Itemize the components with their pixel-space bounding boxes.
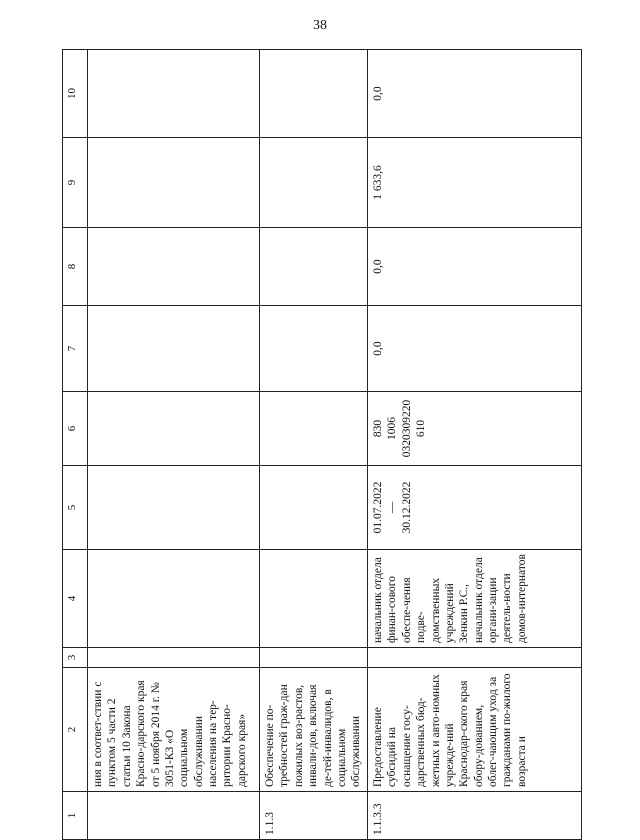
row-number <box>88 792 260 840</box>
table-cell <box>88 648 260 668</box>
column-number: 1 <box>63 792 88 840</box>
period-start: 01.07.2022 <box>372 481 384 534</box>
value-cell <box>260 306 368 392</box>
column-number: 9 <box>63 138 88 228</box>
value-cell: 1 633,6 <box>368 138 582 228</box>
code-line: 0320309220 <box>400 399 413 458</box>
rotated-table-container <box>62 50 582 840</box>
measure-name: Обеспечение по-требностей граж-дан пожилых воз-растов, инвали-дов, включая де-тей-инвалидов, в социальном обслуживании <box>260 668 368 792</box>
column-number: 4 <box>63 550 88 648</box>
value-cell <box>260 138 368 228</box>
value-cell <box>88 228 260 306</box>
measure-name: ния в соответ-ствии с пунктом 5 части 2 статьи 10 Закона Красно-дарского края от 5 ноября 2014 г. № 3051-КЗ «О социальном обслуживании населения на тер-ритории Красно-дарского края» <box>88 668 260 792</box>
table-frame <box>62 50 582 840</box>
code-line: 830 <box>372 419 384 438</box>
value-cell <box>88 138 260 228</box>
value-cell: 0,0 <box>368 50 582 138</box>
code-line: 1006 <box>386 417 399 440</box>
column-number: 10 <box>63 50 88 138</box>
responsible-cell <box>260 550 368 648</box>
code-cell <box>260 392 368 466</box>
column-number: 6 <box>63 392 88 466</box>
measure-name: Предоставление субсидий на оснащение госу-дарственных бюд-жетных и авто-номных учрежде-ний Краснодар-ского края обору-дованием, облег-чающим уход за гражданами по-жилого возраста и <box>368 668 582 792</box>
period-cell <box>368 466 582 550</box>
code-cell <box>88 392 260 466</box>
column-number-row <box>63 50 88 840</box>
period-end: 30.12.2022 <box>400 481 413 534</box>
responsible-cell: начальник отдела финан-сового обеспе-чения подве-домственных учреждений Зенкин Р.С., начальник отдела органи-зации деятель-ности домов-интернатов <box>368 550 582 648</box>
value-cell: 0,0 <box>368 228 582 306</box>
period-dash: — <box>386 501 399 514</box>
table-cell <box>260 648 368 668</box>
budget-code-cell <box>368 392 582 466</box>
value-cell: 0,0 <box>368 306 582 392</box>
table-row <box>368 50 582 840</box>
value-cell <box>260 228 368 306</box>
code-line: 610 <box>415 419 428 438</box>
table-cell <box>368 648 582 668</box>
table-row <box>260 50 368 840</box>
value-cell <box>88 50 260 138</box>
responsible-cell <box>88 550 260 648</box>
row-number: 1.1.3 <box>260 792 368 840</box>
column-number: 2 <box>63 668 88 792</box>
column-number: 7 <box>63 306 88 392</box>
program-table <box>62 49 582 840</box>
row-number: 1.1.3.3 <box>368 792 582 840</box>
column-number: 3 <box>63 648 88 668</box>
period-cell <box>260 466 368 550</box>
value-cell <box>88 306 260 392</box>
column-number: 5 <box>63 466 88 550</box>
period-cell <box>88 466 260 550</box>
table-row <box>88 50 260 840</box>
column-number: 8 <box>63 228 88 306</box>
page-number: 38 <box>313 18 327 33</box>
value-cell <box>260 50 368 138</box>
